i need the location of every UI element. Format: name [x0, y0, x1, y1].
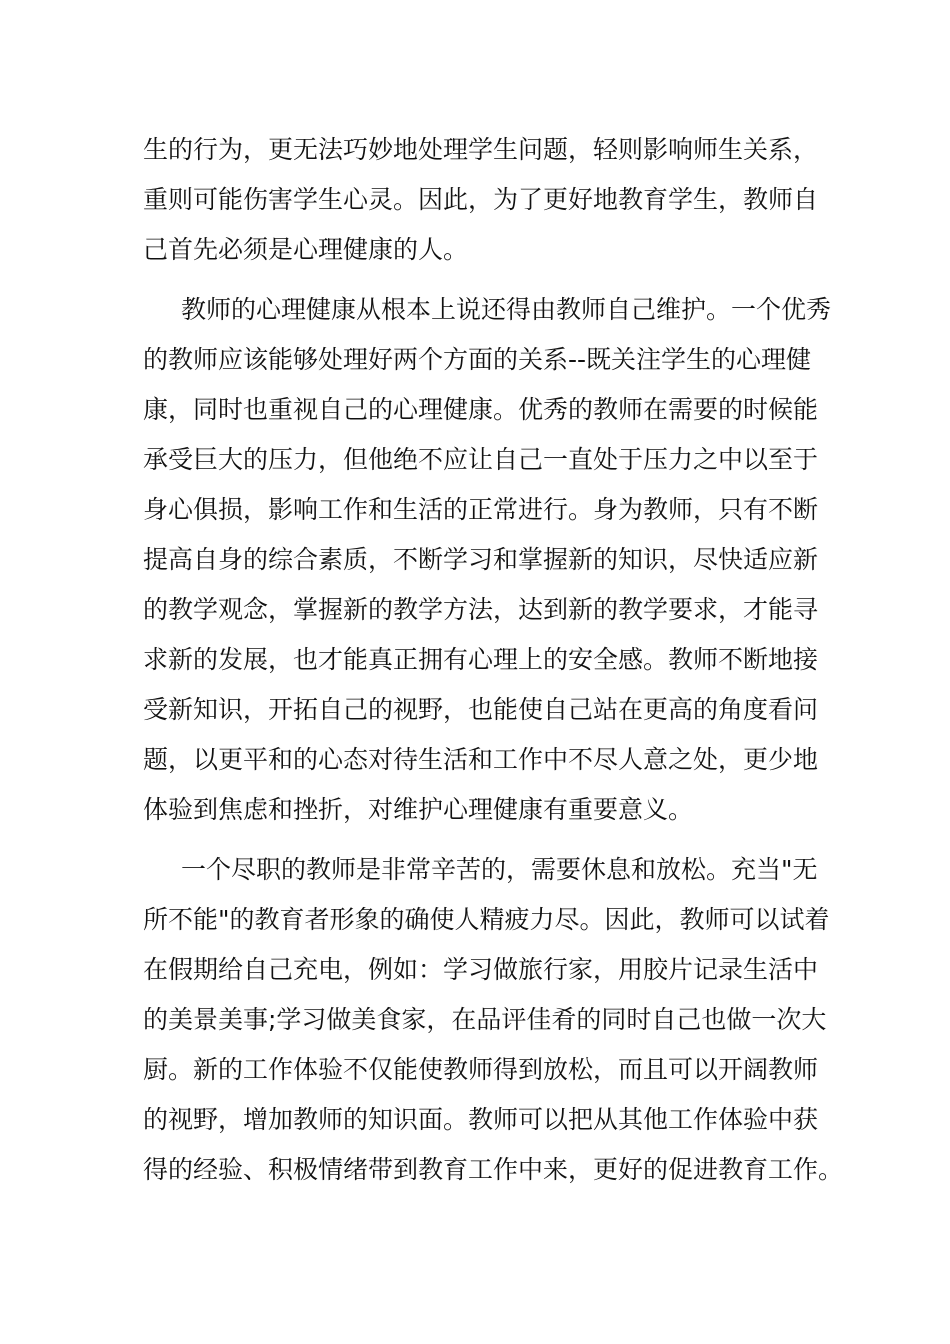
paragraph-line: 题，以更平和的心态对待生活和工作中不尽人意之处，更少地: [143, 745, 819, 774]
paragraph-line: 的教学观念，掌握新的教学方法，达到新的教学要求，才能寻: [143, 595, 819, 624]
paragraph-line: 身心俱损，影响工作和生活的正常进行。身为教师，只有不断: [143, 495, 819, 524]
paragraph-line: 康，同时也重视自己的心理健康。优秀的教师在需要的时候能: [143, 395, 819, 424]
paragraph-line: 厨。新的工作体验不仅能使教师得到放松，而且可以开阔教师: [143, 1055, 819, 1084]
paragraph-2: [143, 285, 832, 835]
paragraph-line: 的美景美事;学习做美食家，在品评佳肴的同时自己也做一次大: [143, 1005, 827, 1034]
paragraph-gap: [143, 835, 805, 845]
paragraph-line: 教师的心理健康从根本上说还得由教师自己维护。一个优秀: [181, 295, 832, 324]
paragraph-line: 己首先必须是心理健康的人。: [143, 235, 469, 264]
paragraph-line: 一个尽职的教师是非常辛苦的，需要休息和放松。充当"无: [181, 855, 818, 884]
paragraph-gap: [143, 275, 805, 285]
paragraph-line: 的教师应该能够处理好两个方面的关系--既关注学生的心理健: [143, 345, 812, 374]
paragraph-line: 的视野，增加教师的知识面。教师可以把从其他工作体验中获: [143, 1105, 819, 1134]
paragraph-line: 提高自身的综合素质，不断学习和掌握新的知识，尽快适应新: [143, 545, 819, 574]
paragraph-1: [143, 125, 819, 275]
paragraph-line: 体验到焦虑和挫折，对维护心理健康有重要意义。: [143, 795, 694, 824]
paragraph-line: 所不能"的教育者形象的确使人精疲力尽。因此，教师可以试着: [143, 905, 830, 934]
paragraph-line: 生的行为，更无法巧妙地处理学生问题，轻则影响师生关系，: [143, 135, 819, 164]
paragraph-line: 得的经验、积极情绪带到教育工作中来，更好的促进教育工作。: [143, 1155, 844, 1184]
paragraph-line: 重则可能伤害学生心灵。因此，为了更好地教育学生，教师自: [143, 185, 819, 214]
paragraph-line: 求新的发展，也才能真正拥有心理上的安全感。教师不断地接: [143, 645, 819, 674]
paragraph-line: 承受巨大的压力，但他绝不应让自己一直处于压力之中以至于: [143, 445, 819, 474]
paragraph-3: [143, 845, 844, 1195]
paragraph-line: 受新知识，开拓自己的视野，也能使自己站在更高的角度看问: [143, 695, 819, 724]
document-body: [143, 125, 844, 1195]
paragraph-line: 在假期给自己充电，例如：学习做旅行家，用胶片记录生活中: [143, 955, 819, 984]
